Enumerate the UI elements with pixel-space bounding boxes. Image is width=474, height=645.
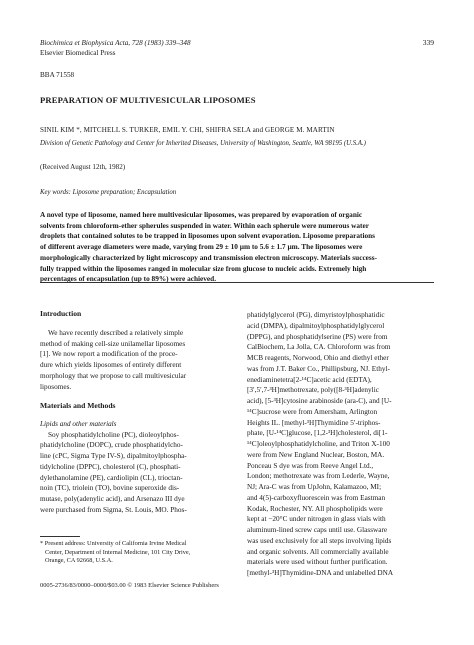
body-line: dure which yields liposomes of entirely different [40, 361, 182, 369]
body-line: were from New England Nuclear, Boston, MA. [247, 450, 385, 459]
abstract-line: solvents from chloroform-ether spherules suspended in water. Within each spherule were numerous water [40, 220, 369, 230]
body-line: Soy phosphatidylcholine (PC), dioleoylphos- [48, 430, 179, 439]
right-column [247, 310, 442, 579]
body-line: acid (DMPA), dipalmitoylphosphatidylglycerol [247, 321, 385, 330]
body-line: kept at −20°C under nitrogen in glass vials with [247, 515, 386, 524]
body-line: morphology that we propose to call multivesicular [40, 371, 187, 380]
abstract-line: fully trapped within the liposomes ranged in molecular size from glucose to nucleic acids. Extremely high [40, 263, 367, 273]
body-line: were purchased from Sigma, St. Louis, MO. Phos- [40, 505, 187, 514]
abstract [40, 210, 434, 285]
body-line: method of making cell-size unilamellar liposomes [40, 339, 186, 348]
body-line: and organic solvents. All commercially available [247, 547, 389, 556]
abstract-line: morphologically characterized by light microscopy and transmission electron microscopy. Materials success- [40, 252, 378, 262]
body-line: dylethanolamine (PE), cardiolipin (CL), trioctan- [40, 473, 183, 482]
body-line: line (cPC, Sigma Type IV-S), dipalmitoylphospha- [40, 452, 187, 460]
footnote-divider [40, 536, 80, 537]
journal-header [40, 38, 191, 58]
body-line: Heights IL. [methyl-³H]Thymidine 5′-triphos- [247, 418, 381, 427]
materials-section [40, 401, 230, 516]
body-line: enediaminetetra[2-¹⁴C]acetic acid (EDTA), [247, 375, 372, 384]
introduction-heading: Introduction [40, 309, 82, 318]
body-line: CalBiochem, La Jolla, CA. Chloroform was from [247, 343, 391, 352]
body-line: MCB reagents, Norwood, Ohio and diethyl ether [247, 354, 389, 362]
received-date: (Received August 12th, 1982) [40, 163, 126, 171]
abstract-divider [40, 282, 434, 283]
body-line: Kodak, Rochester, NY. All phospholipids were [247, 504, 383, 513]
body-line: and 4(5)-carboxyfluorescein was from Eastman [247, 493, 386, 502]
body-line: London; methotrexate was from Lederle, Wayne, [247, 472, 390, 481]
body-line: We have recently described a relatively simple [48, 328, 184, 337]
abstract-line: of different average diameters were made, varying from 29 ± 10 µm to 5.6 ± 1.7 µm. The liposomes were [40, 242, 363, 252]
abstract-line: A novel type of liposome, named here multivesicular liposomes, was prepared by evaporation of organic [40, 210, 363, 219]
body-line: ¹⁴C]sucrose were from Amersham, Arlington [247, 407, 378, 416]
footnote-line: * Present address: University of California Irvine Medical [40, 540, 187, 547]
body-line: was used exclusively for all steps involving lipids [247, 536, 392, 545]
introduction-section [40, 309, 230, 392]
abstract-line: droplets that contained solutes to be trapped in liposomes upon solvent evaporation. Liposome preparations [40, 231, 376, 241]
body-line: ¹⁴C]oleoylphosphatidylcholine, and Triton X-100 [247, 440, 390, 448]
body-line: phate, [U-¹⁴C]glucose, [1,2-³H]cholesterol, di[1- [247, 429, 388, 438]
body-line: [1]. We now report a modification of the proce- [40, 350, 178, 359]
keywords: Key words: Liposome preparation; Encapsulation [40, 189, 177, 196]
body-line: phatidylcholine (DOPC), crude phosphatidylcho- [40, 441, 183, 450]
body-line: mutase, poly(adenylic acid), and Arsenazo III dye [40, 495, 185, 503]
body-line: [methyl-³H]Thymidine-DNA and unlabelled DNA [247, 569, 394, 577]
body-line: (DPPG), and phosphatidylserine (PS) were from [247, 332, 388, 341]
affiliation: Division of Genetic Pathology and Center for Inherited Diseases, University of Washington, Seattle, WA 98195 (U.S.A.) [40, 140, 366, 147]
publisher-line: Elsevier Biomedical Press [40, 49, 116, 57]
copyright-line: 0005-2736/83/0000–0000/$03.00 © 1983 Elsevier Science Publishers [40, 582, 219, 589]
body-line: materials were used without further purification. [247, 558, 388, 567]
body-line: was from J.T. Baker Co., Phillipsburg, NJ. Ethyl- [247, 364, 390, 373]
page-number: 339 [422, 38, 434, 47]
footnote-line: Center, Department of Internal Medicine, 101 City Drive, [45, 548, 191, 556]
body-line: phatidylglycerol (PG), dimyristoylphosphatidic [247, 311, 385, 319]
body-line: aluminum-lined screw caps until use. Glassware [247, 526, 388, 534]
journal-citation: Biochimica et Biophysica Acta, 728 (1983) 339–348 [40, 39, 191, 47]
body-line: [3′,5′,7-³H]methotrexate, poly([8-³H]adenylic [247, 386, 379, 395]
footnote-line: Orange, CA 92668, U.S.A. [45, 557, 113, 565]
body-line: acid), [5-³H]cytosine arabinoside (ara-C), and [U- [247, 397, 392, 405]
footnote [40, 540, 235, 566]
body-line: tidylcholine (DPPC), cholesterol (C), phosphati- [40, 462, 181, 471]
body-line: NJ; Ara-C was from UpJohn, Kalamazoo, MI; [247, 483, 382, 491]
body-line: noin (TC), triolein (TO), bovine superoxide dis- [40, 484, 180, 493]
materials-subheading: Lipids and other materials [40, 419, 117, 428]
paper-title: PREPARATION OF MULTIVESICULAR LIPOSOMES [40, 95, 256, 105]
materials-heading: Materials and Methods [40, 401, 116, 410]
abstract-line: percentages of encapsulation (up to 89%) were achieved. [40, 274, 217, 284]
body-line: Ponceau S dye was from Reeve Angel Ltd., [247, 461, 374, 470]
authors: SINIL KIM *, MITCHELL S. TURKER, EMIL Y. CHI, SHIFRA SELA and GEORGE M. MARTIN [40, 126, 335, 134]
bba-number: BBA 71558 [40, 71, 75, 79]
body-line: liposomes. [40, 382, 72, 391]
